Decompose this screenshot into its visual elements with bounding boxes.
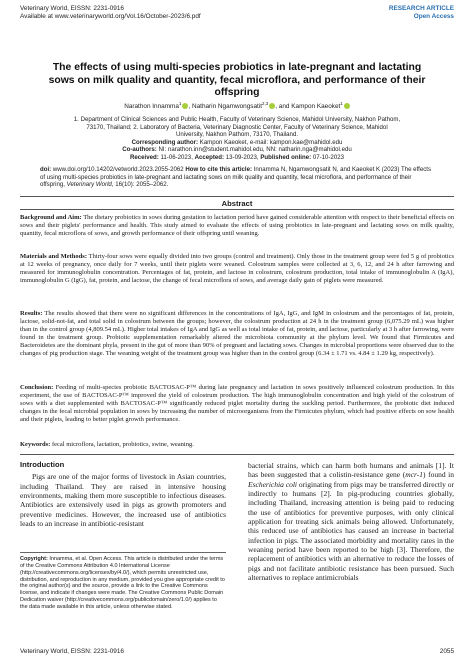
copyright-notice	[20, 556, 226, 611]
conclusion-text: Feeding of multi-species probiotic BACTOSAC-P™ during late pregnancy and lactation in sows positively influenced colostrum production. In this experiment, the use of BACTOSAC-P™ improved the yield of colostrum production. The high immunoglobulin concentration and high yield of the colostrum of sows with a diet supplemented with BACTOSAC-P™ significantly reduced piglet mortality during the suckling period. Furthermore, the probiotic diet induced changes in the fecal microbial population in sows by increasing the number of microorganisms from the Firmicutes phylum, which had positive effects on sow health and their piglets, leading to better piglet growth performance.	[20, 384, 454, 423]
orcid-icon[interactable]	[344, 103, 350, 109]
author-affil-sup: 1	[178, 101, 182, 106]
methods-label: Materials and Methods:	[20, 253, 87, 260]
published-label: Published online:	[260, 153, 312, 161]
methods-text: Thirty-four sows were equally divided into two groups (control and treatment). Only those in the treatment group were fed 5 g of probiotics at 12 weeks of pregnancy, once daily for 7 weeks, until their piglets were weaned. Colostrum samples were collected at 3, 6, 12, and 24 h after farrowing and measured for immunoglobulin concentration. Percentages of fat, protein, and lactose in colostrum, colostrum production, total intake of immunoglobulin A (IgA), immunoglobulin G (IgG), fat, protein, and lactose, the change of fecal microflora of sows, and average daily gain of piglets were measured.	[20, 253, 455, 284]
open-access-label: Open Access	[413, 13, 454, 20]
page-number: 2055	[439, 648, 454, 655]
intro-right-column	[248, 461, 454, 582]
intro-right-text: originating from pigs may be transferred directly or indirectly to humans [2]. In pig-producing countries globally, including Thailand, increasing attention is being paid to reducing the use of antibiotics for preventive purposes, with only clinical application for treating sick animals being allowed. Unfortunately, this reduced use of antibiotics has caused an increase in bacterial infection in pigs. The associated morbidity and mortality rates in the weaning period have been reported to be high [3]. Therefore, the replacement of antibiotics with an alternative to reduce the losses of pigs and not facilitate antibiotic resistance has been pursued. Such alternatives to replace antimicrobials	[248, 479, 454, 583]
accepted-label: Accepted:	[194, 153, 225, 161]
intro-left-column	[20, 460, 226, 528]
conclusion-label: Conclusion:	[20, 384, 54, 391]
doi-link[interactable]: www.doi.org/10.14202/vetworld.2023.2055-2062	[51, 166, 186, 173]
abstract-results	[20, 310, 454, 357]
doi-label: doi:	[40, 166, 52, 173]
intro-right-text: bacterial strains, which can harm both humans and animals [1]. It has been suggested that a colistin-resistance gene (	[248, 461, 454, 480]
journal-header	[20, 5, 201, 21]
article-type-block	[389, 5, 454, 21]
corresponding-author	[30, 139, 444, 147]
affiliation-line: 73170, Thailand; 2. Laboratory of Bacteria, Veterinary Diagnostic Center, Faculty of Veterinary Science, Mahidol	[86, 123, 388, 131]
received-label: Received:	[129, 153, 159, 161]
citation-block	[40, 166, 434, 189]
author-name: Narathon Innamma	[124, 103, 179, 111]
gene-name: mcr-1	[405, 470, 423, 480]
abstract-background	[20, 214, 454, 238]
author-affil-sup: 2,3	[261, 101, 269, 106]
article-url[interactable]: Available at www.veterinaryworld.org/Vol.16/October-2023/6.pdf	[20, 13, 201, 20]
results-text: The results showed that there were no significant differences in the concentrations of IgA, IgG, and IgM in colostrum and the percentages of fat, protein, lactose, solid-not-fat, and total solid in colostrum between the groups; however, the colostrum production at 24 h in the treatment group (6,075.29 mL) was higher than in the control group (4,809.54 mL). Higher total intakes of IgA and IgG as well as total intake of fat, protein, and lactose, particularly at 3 h after farrowing, were found in the treatment group. Probiotic supplementation remarkably altered the microbiota community at the phylum level. We found that Firmicutes and Bacteroidetes are the dominant phyla, present in the gut of more than 90% of pregnant and lactating sows. Changes in microbial proportions were observed due to the changes of pig production stage. The weaning weight of the treatment group was higher than in the control group (6.34 ± 1.71 vs. 4.84 ± 1.29 kg, respectively).	[20, 310, 454, 357]
corresponding-label: Corresponding author:	[131, 138, 198, 146]
affiliation-line: University, Nakhon Pathom, 73170, Thailand.	[175, 131, 299, 139]
keywords-text: fecal microflora, lactation, probiotics, swine, weaning.	[50, 441, 194, 448]
article-type: RESEARCH ARTICLE	[388, 5, 454, 12]
affiliations	[30, 116, 444, 162]
cite-tail: , 16(10): 2055–2062.	[111, 181, 169, 189]
background-label: Background and Aim:	[20, 214, 82, 221]
cite-journal: Veterinary World	[66, 181, 112, 189]
co-authors-label: Co-authors:	[122, 146, 157, 154]
intro-right-text: ) found in	[422, 470, 454, 480]
keywords-label: Keywords:	[20, 441, 51, 448]
author-name: Kampon Kaeoket	[291, 103, 341, 111]
affiliation-line: 1. Department of Clinical Sciences and Public Health, Faculty of Veterinary Science, Mahidol University, Nakhon Pathom,	[73, 116, 401, 123]
footer-journal: Veterinary World, EISSN: 2231-0916	[20, 648, 124, 655]
author-list	[20, 101, 454, 110]
results-label: Results:	[20, 310, 43, 317]
corresponding-text: Kampon Kaeoket, e-mail: kampon.kae@mahidol.edu	[197, 138, 343, 146]
copyright-divider	[20, 552, 226, 553]
intro-heading: Introduction	[20, 460, 65, 469]
accepted-date: 13-09-2023,	[224, 153, 261, 161]
background-text: The dietary probiotics in sows during gestation to lactation period have gained considerable attention with respect to their beneficial effects on sows and their piglets' performance and health. This study aimed to evaluate the effects of using probiotics in late-pregnant and lactating sows on milk quality, quantity, fecal microflora of sows, and growth performance of their offspring until weaning.	[20, 214, 454, 237]
co-authors	[30, 146, 444, 154]
copyright-text: Innamma, et al. Open Access. This article is distributed under the terms of the Creative Commons Attribution 4.0 International License (http://creativecommons.org/licenses/by/4.0/), which permits unrestricted use, distribution, and reproduction in any medium, provided you give appropriate credit to the original author(s) and the source, provide a link to the Creative Commons license, and indicate if changes were made. The Creative Commons Public Domain Dedication waiver (http://creativecommons.org/publicdomain/zero/1.0/) applies to the data made available in this article, unless otherwise stated.	[20, 556, 225, 610]
page-footer	[20, 648, 454, 655]
journal-issn: Veterinary World, EISSN: 2231-0916	[20, 5, 124, 12]
author-name: Natharin Ngamwongsatit	[192, 103, 262, 111]
abstract-heading: Abstract	[20, 196, 454, 210]
cite-text: Innamma N, Ngamwongsatit N, and Kaeoket K (2023) The effects of using multi-species probiotics in late-pregnant and lactating sows on milk quality and quantity, fecal microflora, and performance of their offspring,	[40, 166, 432, 189]
author-affil-sup: 1	[340, 101, 343, 106]
co-authors-text: NI: narathon.inn@student.mahidol.edu, NN: natharin.nga@mahidol.edu	[156, 146, 352, 154]
keywords	[20, 441, 454, 449]
section-divider	[20, 454, 454, 455]
copyright-label: Copyright:	[20, 556, 48, 562]
cite-label: How to cite this article:	[185, 166, 253, 173]
received-date: 11-06-2023,	[158, 153, 195, 161]
abstract-methods	[20, 253, 454, 285]
published-date: 07-10-2023	[311, 153, 344, 161]
dates-line	[30, 154, 444, 162]
paper-title: The effects of using multi-species probiotics in late-pregnant and lactating sows on milk quality and quantity, fecal microflora, and performance of their offspring	[48, 62, 426, 99]
abstract-conclusion	[20, 384, 454, 424]
intro-paragraph: Pigs are one of the major forms of livestock in Asian countries, including Thailand. They are raised in intensive housing environments, making them more susceptible to infectious diseases. Antibiotics are extensively used in pigs as growth promoters and preventive medicines. However, the increased use of antibiotics leads to an increase in antibiotic-resistant	[20, 472, 226, 529]
species-name: Escherichia coli	[248, 479, 297, 489]
author-separator: ,	[188, 103, 192, 111]
author-separator: , and	[275, 103, 292, 111]
